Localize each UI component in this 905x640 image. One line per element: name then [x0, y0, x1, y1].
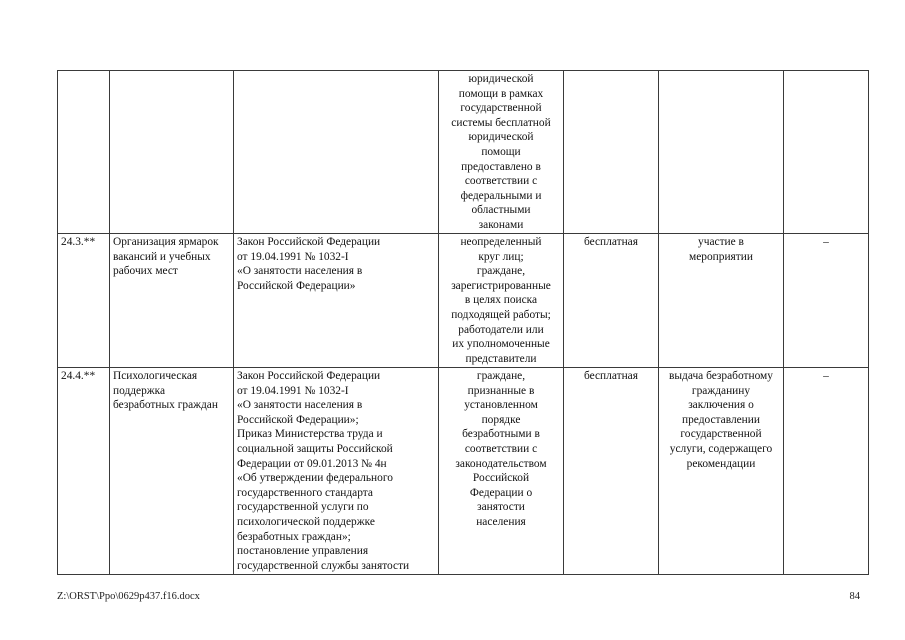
cell-number: 24.4.** — [58, 368, 110, 575]
table-row — [58, 71, 869, 234]
cell-recipients: неопределенный круг лиц; граждане, зарегистрированные в целях поиска подходящей работы; работодатели или их уполномоченные представители — [439, 234, 564, 368]
cell-extra: – — [784, 368, 869, 575]
table-row — [58, 368, 869, 575]
cell-payment: бесплатная — [564, 234, 659, 368]
cell-recipients: юридической помощи в рамках государственной системы бесплатной юридической помощи предоставлено в соответствии с федеральными и областными законами — [439, 71, 564, 234]
cell-service-name: Психологическая поддержка безработных граждан — [110, 368, 234, 575]
cell-extra: – — [784, 234, 869, 368]
cell-number: 24.3.** — [58, 234, 110, 368]
cell-payment — [564, 71, 659, 234]
services-table — [57, 70, 869, 575]
cell-recipients: граждане, признанные в установленном порядке безработными в соответствии с законодательством Российской Федерации о занятости населения — [439, 368, 564, 575]
cell-extra — [784, 71, 869, 234]
footer-page-number: 84 — [849, 591, 860, 602]
cell-legal-basis — [234, 71, 439, 234]
cell-result: выдача безработному гражданину заключения о предоставлении государственной услуги, содержащего рекомендации — [659, 368, 784, 575]
cell-legal-basis: Закон Российской Федерации от 19.04.1991 № 1032-I «О занятости населения в Российской Федерации» — [234, 234, 439, 368]
cell-number — [58, 71, 110, 234]
footer-file-path: Z:\ORST\Ppo\0629p437.f16.docx — [57, 591, 200, 602]
table-row — [58, 234, 869, 368]
cell-legal-basis: Закон Российской Федерации от 19.04.1991 № 1032-I «О занятости населения в Российской Федерации»; Приказ Министерства труда и социальной защиты Российской Федерации от 09.01.2013 № 4н «Об утверждении федерального государственного стандарта государственной услуги по психологической поддержке безработных граждан»; постановление управления государственной службы занятости — [234, 368, 439, 575]
cell-result: участие в мероприятии — [659, 234, 784, 368]
cell-payment: бесплатная — [564, 368, 659, 575]
cell-service-name: Организация ярмарок вакансий и учебных рабочих мест — [110, 234, 234, 368]
cell-service-name — [110, 71, 234, 234]
cell-result — [659, 71, 784, 234]
